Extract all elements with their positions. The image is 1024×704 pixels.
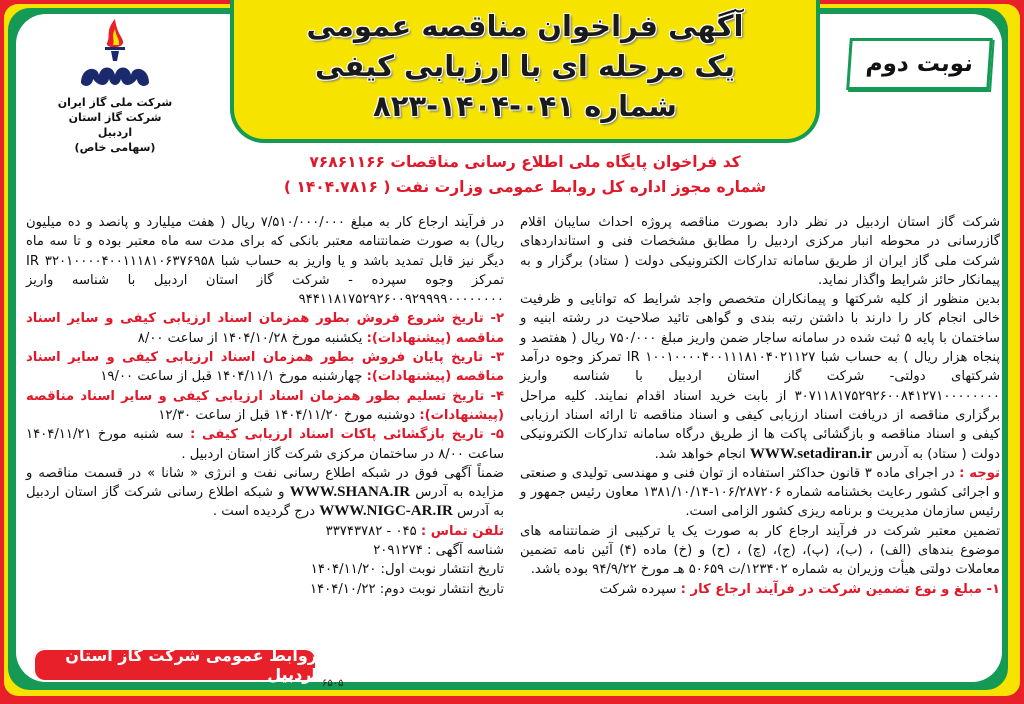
company-type: (سهامی خاص) [74,141,156,154]
shana-text-b: و شبکه اطلاع رسانی شرکت گاز استان اردبیل به آدرس [26,485,504,520]
item-2-text: یکشنبه مورخ ۱۴۰۴/۱۰/۲۸ از ساعت ۸/۰۰ [137,330,363,346]
tender-codes [230,150,820,200]
item-2 [26,309,504,348]
title-line-1: آگهی فراخوان مناقصه عمومی [306,9,744,43]
shana-link[interactable]: WWW.SHANA.IR [289,484,411,501]
phone-label: تلفن تماس : [420,523,504,539]
title-line-3: شماره ۰۴۱-۱۴۰۴-۸۲۳ [373,89,677,123]
left-column [26,213,504,599]
company-name-1: شرکت ملی گاز ایران [57,96,173,109]
item-3 [26,348,504,387]
item-1 [520,580,1000,599]
company-name-2: شرکت گاز استان اردبیل [68,111,162,139]
second-publication-date: تاریخ انتشار نوبت دوم: ۱۴۰۴/۱۰/۲۲ [310,581,504,597]
tender-call-code: کد فراخوان پایگاه ملی اطلاع رسانی مناقصات ۷۶۸۶۱۱۶۶ [309,153,741,171]
public-relations-banner: روابط عمومی شرکت گاز استان اردبیل [33,648,317,682]
shana-text-a: ضمناً آگهی فوق در شبکه اطلاع رسانی نفت و انرژی « شانا » در قسمت مناقصه و مزایده به آدرس [26,465,504,501]
item-3-text: چهارشنبه مورخ ۱۴۰۴/۱۱/۱ قبل از ساعت ۱۹/۰۰ [100,369,363,385]
right-column [520,213,1000,599]
title-box [230,0,820,143]
item-1-text: سپرده شرکت [599,581,677,597]
item-4-text: دوشنبه مورخ ۱۴۰۴/۱۱/۲۰ قبل از ساعت ۱۲/۳۰ [158,407,416,423]
ad-number: ۶۵۰۵ [322,678,344,689]
note-text: در اجرای ماده ۳ قانون حداکثر استفاده از توان فنی و مهندسی تولیدی و صنعتی و اجرائی کشور رعایت بخشنامه شماره ۱۰۶/۲۸۷۲۰۶-۱۳۸۱/۱۰/۱۴ معاون رئیس جمهور و رئیس سازمان مدیریت و برنامه ریزی کشور الزامی است. [520,465,1000,520]
eligibility-paragraph [520,290,1000,464]
shana-paragraph [26,464,504,522]
gas-flame-logo-icon [75,15,155,95]
eligibility-text: بدین منظور از کلیه شرکتها و پیمانکاران متخصص واجد شرایط که توانایی و ظرفیت خالی انجام کار را دارند با داشتن رتبه بندی و گواهی تائید صلاحیت در رشته ابنیه و ساختمان با پایه ۵ ثبت شده در سامانه ساجار ضمن واریز مبلغ ۷۵۰/۰۰۰ ریال ( هفتصد و پنجاه هزار ریال ) به حساب شبا IR ۱۰۰۱۰۰۰۰۴۰۰۱۱۱۸۱۰۴۰۲۱۱۲۷ تمرکز وجوه درآمد شرکتهای دولتی- شرکت گاز استان اردبیل با شناسه واریز ۳۰۷۱۱۸۱۷۵۲۹۲۶۰۰۸۴۱۲۷۱۰۰۰۰۰۰۰۰ از بابت خرید اسناد اقدام نمایند. کلیه مراحل برگزاری مناقصه از دریافت اسناد ارزیابی کیفی و اسناد مناقصه تا ارائه اسناد ارزیابی کیفی و اسناد مناقصه و بازگشائی پاکت ها از طریق درگاه سامانه تدارکات الکترونیکی دولت ( ستاد) به آدرس [520,292,1000,462]
item-4-label: ۴- تاریخ تسلیم بطور همزمان اسناد ارزیابی کیفی و سایر اسناد مناقصه (پیشنهادات): [26,388,504,423]
phone-line [26,522,504,541]
company-logo [55,15,175,155]
item-5-label: ۵- تاریخ بازگشائی پاکات اسناد ارزیابی کیفی : [189,427,504,443]
first-publication-date: تاریخ انتشار نوبت اول: ۱۴۰۴/۱۱/۲۰ [310,562,504,578]
note-label: توجه : [959,465,1000,481]
intro-paragraph: شرکت گاز استان اردبیل در نظر دارد بصورت مناقصه پروژه احداث سایبان اقلام گازرسانی در محوطه انبار مرکزی اردبیل را مطابق مشخصات فنی و استانداردهای شرکت ملی گاز ایران از طریق سامانه تدارکات الکترونیکی دولت ( ستاد) برگزار و به پیمانکار حائز شرایط واگذار نماید. [520,215,1000,288]
item-2-label: ۲- تاریخ شروع فروش بطور همزمان اسناد ارزیابی کیفی و سایر اسناد مناقصه (پیشنهادات): [26,311,504,346]
eligibility-end: انجام خواهد شد. [654,446,746,462]
phone-number: ۰۴۵ - ۳۳۷۴۳۷۸۲ [325,523,417,539]
shana-text-c: درج گردیده است . [212,504,316,520]
item-4 [26,387,504,426]
permit-number: شماره مجوز اداره کل روابط عمومی وزارت نفت ( ۱۴۰۴.۷۸۱۶ ) [283,178,767,196]
item-3-label: ۳- تاریخ پایان فروش بطور همزمان اسناد ارزیابی کیفی و سایر اسناد مناقصه (پیشنهادات): [26,350,504,385]
guarantee-paragraph: تضمین معتبر شرکت در فرآیند ارجاع کار به صورت یک یا ترکیبی از ضمانتنامه های موضوع بندهای (الف) ، (ب)، (پ)، (ج)، (چ) ، (ح) و (خ) ماده (۴) آئین نامه تضمین معاملات دولتی هیأت وزیران به شماره ۱۲۳۴۰۲/ت ۵۰۶۵۹ هـ مورخ ۹۴/۹/۲۲ بوده باشد. [520,523,1000,578]
item-1-label: ۱- مبلغ و نوع تضمین شرکت در فرآیند ارجاع کار : [680,581,1000,597]
title-line-2: یک مرحله ای با ارزیابی کیفی [315,49,735,83]
item-5 [26,425,504,464]
nigc-link[interactable]: WWW.NIGC-AR.IR [319,503,453,520]
item-5-text: سه شنبه مورخ ۱۴۰۴/۱۱/۲۱ ساعت ۸/۰۰ در ساختمان مرکزی شرکت گاز استان اردبیل . [26,427,504,462]
note-paragraph [520,464,1000,522]
setadiran-link[interactable]: WWW.setadiran.ir [749,445,872,462]
ad-id: شناسه آگهی : ۲۰۹۱۲۷۴ [373,543,504,559]
second-round-badge: نوبت دوم [846,38,993,90]
item-1-continued: در فرآیند ارجاع کار به مبلغ ۷/۵۱۰/۰۰۰/۰۰۰ ریال ( هفت میلیارد و پانصد و ده میلیون ریال) به صورت ضمانتنامه معتبر بانکی که برای مدت سه ماه معتبر بوده و تا سه ماه دیگر نیز قابل تمدید باشد و یا واریز به حساب شبا IR ۳۲۰۱۰۰۰۰۴۰۰۱۱۱۸۱۰۶۳۷۶۹۵۸ تمرکز وجوه سپرده - شرکت گاز استان اردبیل با شناسه واریز ۹۴۴۱۱۸۱۷۵۲۹۲۶۰۰۹۲۹۹۹۹۰۰۰۰۰۰۰۰ [26,215,504,308]
